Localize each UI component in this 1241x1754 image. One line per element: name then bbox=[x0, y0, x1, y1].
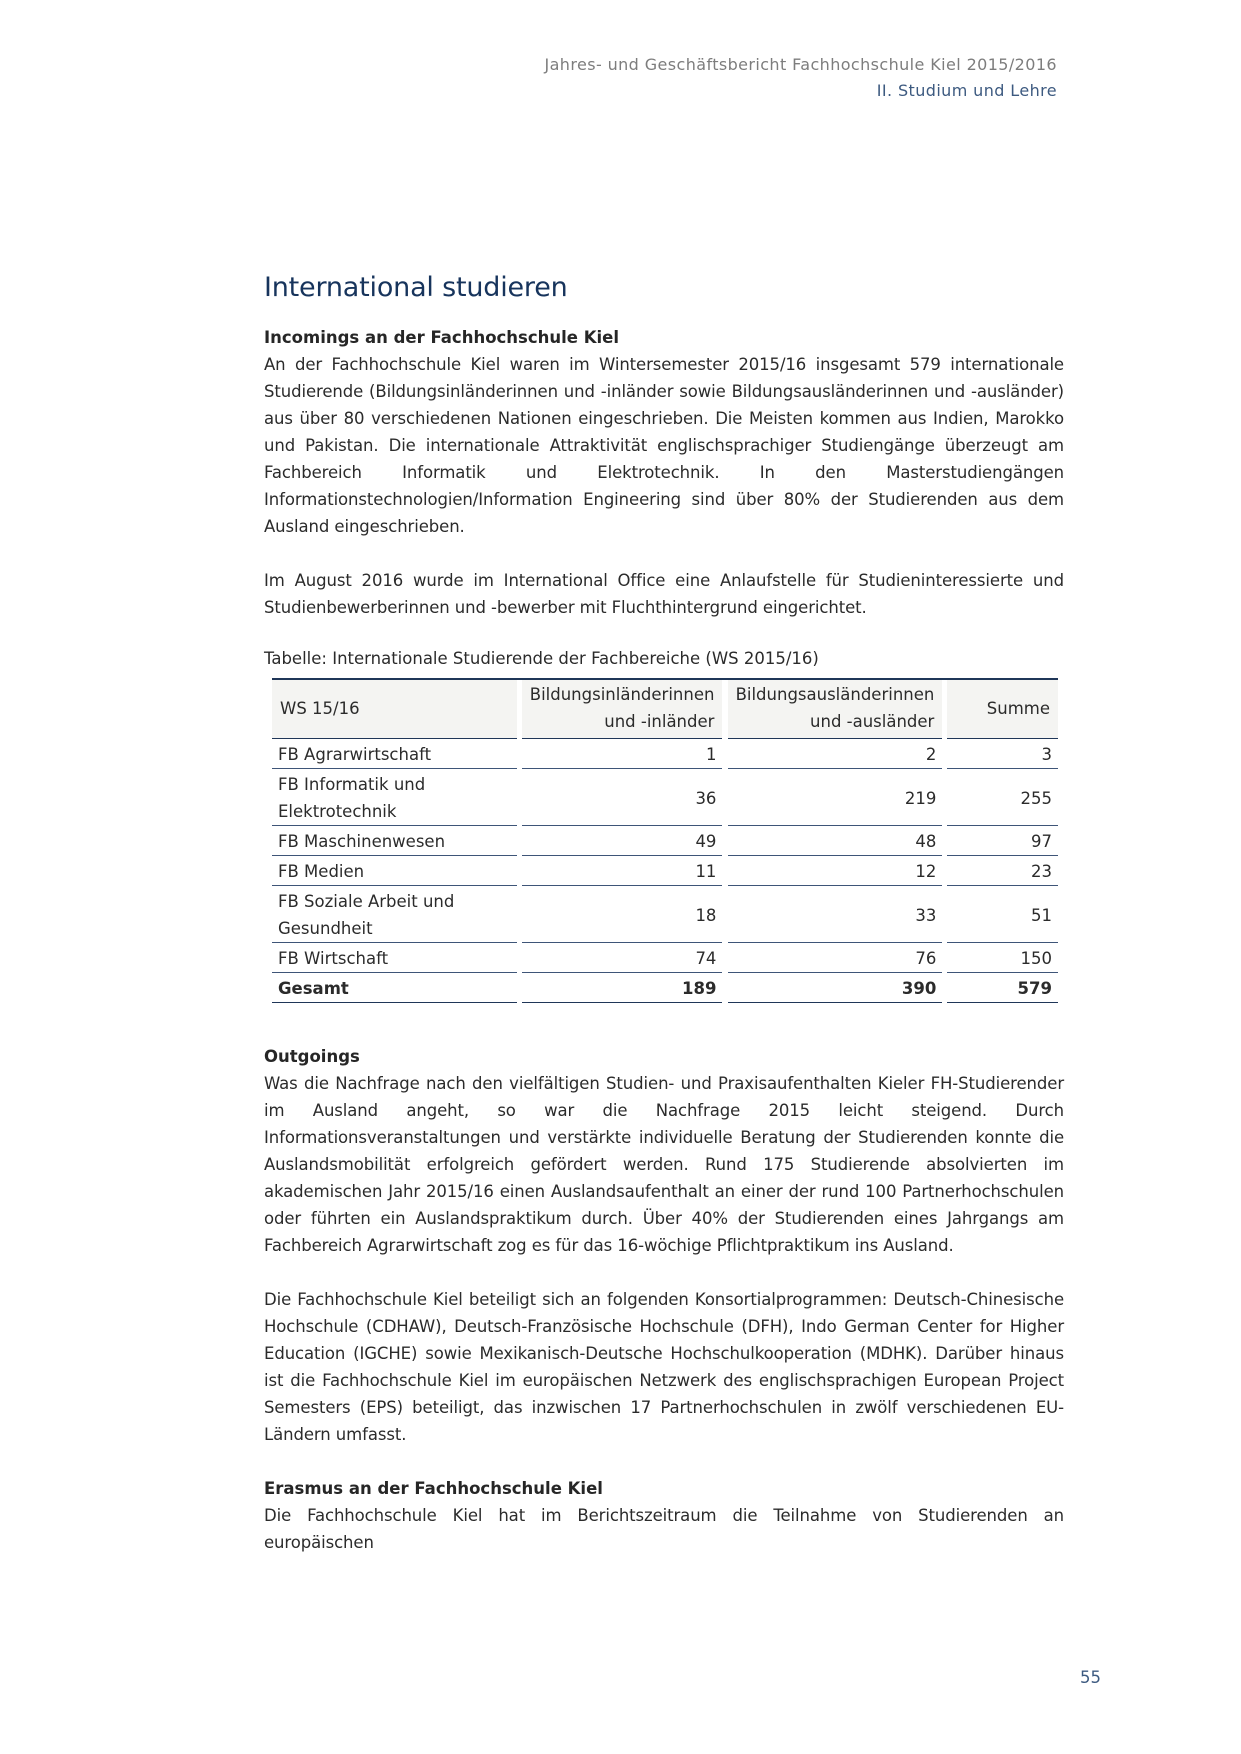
table-row bbox=[272, 856, 1058, 886]
outgoings-paragraph-1: Was die Nachfrage nach den vielfältigen Studien- und Praxisaufenthalten Kieler FH-Studierender im Ausland angeht, so war die Nachfrage 2015 leicht steigend. Durch Informationsveranstaltungen und verstärkte individuelle Beratung der Studierenden konnte die Auslandsmobilität erfolgreich gefördert werden. Rund 175 Studierende absolvierten im akademischen Jahr 2015/16 einen Auslandsaufenthalt an einer der rund 100 Partnerhochschulen oder führten ein Auslandspraktikum durch. Über 40% der Studierenden eines Jahrgangs am Fachbereich Agrarwirtschaft zog es für das 16-wöchige Pflichtpraktikum ins Ausland. bbox=[264, 1074, 1064, 1255]
row-ausland: 76 bbox=[728, 943, 943, 973]
row-ausland: 48 bbox=[728, 826, 943, 856]
row-label: FB Soziale Arbeit und Gesundheit bbox=[272, 886, 517, 943]
table-row bbox=[272, 886, 1058, 943]
row-inland: 18 bbox=[522, 886, 723, 943]
row-inland: 49 bbox=[522, 826, 723, 856]
table-total-row bbox=[272, 973, 1058, 1003]
row-ausland: 219 bbox=[728, 769, 943, 826]
table-caption: Tabelle: Internationale Studierende der Fachbereiche (WS 2015/16) bbox=[264, 649, 819, 668]
header-bildungsinlaender: Bildungsinländerinnen und -inländer bbox=[522, 680, 723, 739]
incomings-paragraph-1: An der Fachhochschule Kiel waren im Wintersemester 2015/16 insgesamt 579 internationale Studierende (Bildungsinländerinnen und -inländer sowie Bildungsausländerinnen und -ausländer) aus über 80 verschiedenen Nationen eingeschrieben. Die Meisten kommen aus Indien, Marokko und Pakistan. Die internationale Attraktivität englischsprachiger Studiengänge überzeugt am Fachbereich Informatik und Elektrotechnik. In den Masterstudiengängen Informationstechnologien/Information Engineering sind über 80% der Studierenden aus dem Ausland eingeschrieben. bbox=[264, 355, 1064, 536]
row-label: FB Informatik und Elektrotechnik bbox=[272, 769, 517, 826]
row-inland: 36 bbox=[522, 769, 723, 826]
row-ausland: 12 bbox=[728, 856, 943, 886]
total-inland: 189 bbox=[522, 973, 723, 1003]
total-summe: 579 bbox=[947, 973, 1058, 1003]
table-row bbox=[272, 826, 1058, 856]
table-row bbox=[272, 769, 1058, 826]
erasmus-heading: Erasmus an der Fachhochschule Kiel bbox=[264, 1479, 603, 1498]
incomings-paragraph-2: Im August 2016 wurde im International Office eine Anlaufstelle für Studieninteressierte und Studienbewerberinnen und -bewerber mit Fluchthintergrund eingerichtet. bbox=[264, 571, 1064, 617]
total-ausland: 390 bbox=[728, 973, 943, 1003]
row-ausland: 33 bbox=[728, 886, 943, 943]
row-summe: 51 bbox=[947, 886, 1058, 943]
row-summe: 97 bbox=[947, 826, 1058, 856]
students-table bbox=[272, 678, 1058, 1003]
erasmus-paragraph-1: Die Fachhochschule Kiel hat im Berichtszeitraum die Teilnahme von Studierenden an europäischen bbox=[264, 1506, 1064, 1552]
table-header-row bbox=[272, 680, 1058, 739]
row-summe: 150 bbox=[947, 943, 1058, 973]
row-inland: 74 bbox=[522, 943, 723, 973]
row-summe: 3 bbox=[947, 739, 1058, 769]
page-content bbox=[264, 268, 1064, 1556]
row-label: FB Wirtschaft bbox=[272, 943, 517, 973]
chapter-title: II. Studium und Lehre bbox=[876, 81, 1057, 100]
section-title: International studieren bbox=[264, 272, 568, 303]
running-header bbox=[544, 52, 1057, 104]
row-label: FB Maschinenwesen bbox=[272, 826, 517, 856]
row-inland: 11 bbox=[522, 856, 723, 886]
incomings-heading: Incomings an der Fachhochschule Kiel bbox=[264, 328, 620, 347]
report-title: Jahres- und Geschäftsbericht Fachhochschule Kiel 2015/2016 bbox=[544, 55, 1057, 74]
header-bildungsauslaender: Bildungsausländerinnen und -ausländer bbox=[728, 680, 943, 739]
row-ausland: 2 bbox=[728, 739, 943, 769]
row-summe: 23 bbox=[947, 856, 1058, 886]
header-summe: Summe bbox=[947, 680, 1058, 739]
outgoings-paragraph-2: Die Fachhochschule Kiel beteiligt sich an folgenden Konsortialprogrammen: Deutsch-Chinesische Hochschule (CDHAW), Deutsch-Französische Hochschule (DFH), Indo German Center for Higher Education (IGCHE) sowie Mexikanisch-Deutsche Hochschulkooperation (MDHK). Darüber hinaus ist die Fachhochschule Kiel im europäischen Netzwerk des englischsprachigen European Project Semesters (EPS) beteiligt, das inzwischen 17 Partnerhochschulen in zwölf verschiedenen EU-Ländern umfasst. bbox=[264, 1290, 1064, 1444]
header-ws: WS 15/16 bbox=[272, 680, 517, 739]
table-row bbox=[272, 739, 1058, 769]
row-inland: 1 bbox=[522, 739, 723, 769]
total-label: Gesamt bbox=[272, 973, 517, 1003]
page-number: 55 bbox=[1080, 1668, 1101, 1687]
table-body bbox=[272, 739, 1058, 1003]
outgoings-heading: Outgoings bbox=[264, 1047, 360, 1066]
table-row bbox=[272, 943, 1058, 973]
row-summe: 255 bbox=[947, 769, 1058, 826]
row-label: FB Medien bbox=[272, 856, 517, 886]
row-label: FB Agrarwirtschaft bbox=[272, 739, 517, 769]
